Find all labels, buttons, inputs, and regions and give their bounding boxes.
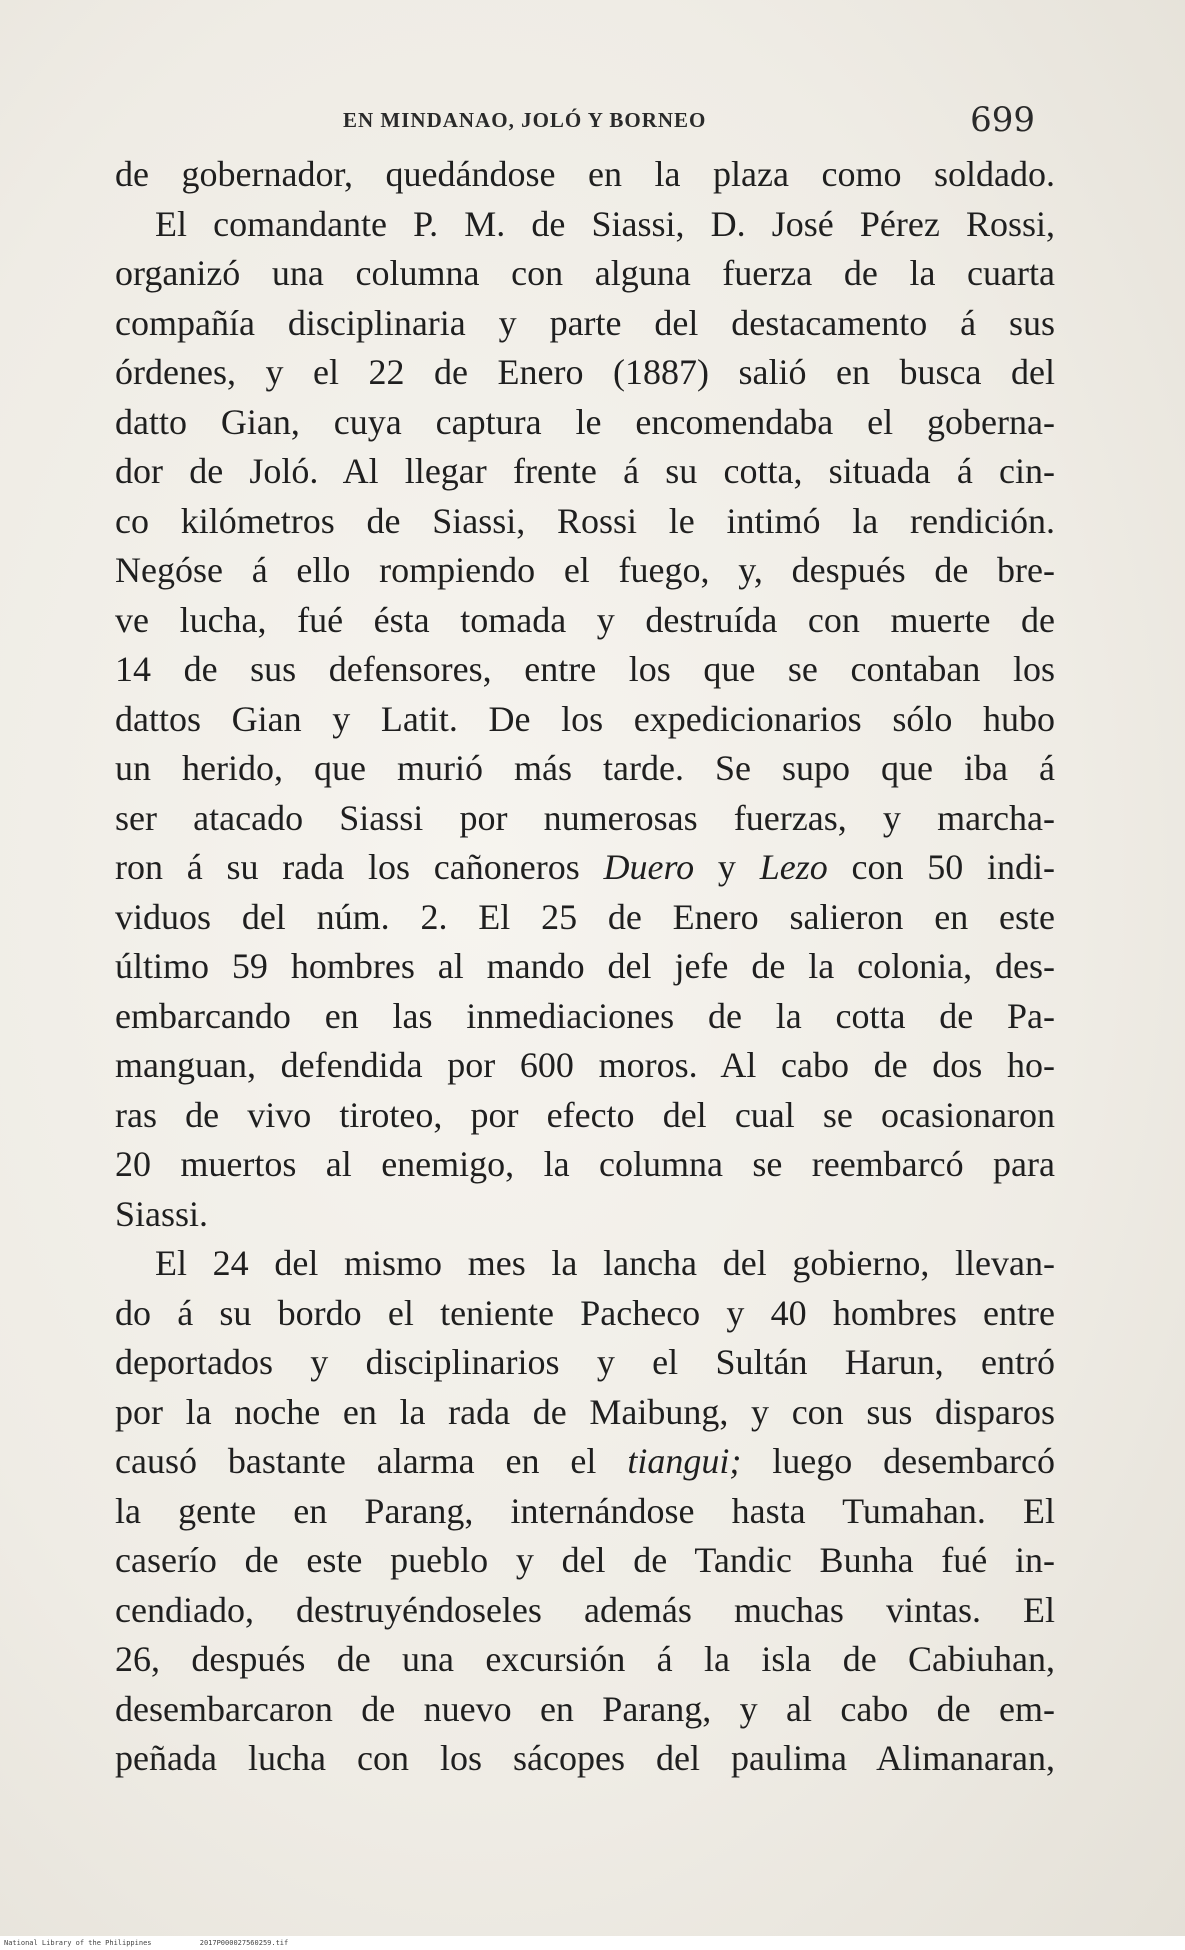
- text-segment: luego desembarcó: [741, 1441, 1055, 1481]
- text-line: peñada lucha con los sácopes del paulima Alimanaran,: [115, 1738, 1055, 1778]
- text-line: desembarcaron de nuevo en Parang, y al cabo de em-: [115, 1688, 1055, 1729]
- text-line: embarcando en las inmediaciones de la cotta de Pa-: [115, 995, 1055, 1036]
- text-line: datto Gian, cuya captura le encomendaba el goberna-: [115, 401, 1055, 442]
- text-line: compañía disciplinaria y parte del destacamento á sus: [115, 302, 1055, 343]
- text-line: dor de Joló. Al llegar frente á su cotta, situada á cin-: [115, 451, 1055, 491]
- ship-name: Lezo: [759, 847, 828, 887]
- text-line: de gobernador, quedándose en la plaza como soldado.: [115, 154, 1055, 194]
- text-segment: con 50 indi-: [827, 847, 1055, 887]
- text-line: Negóse á ello rompiendo el fuego, y, después de bre-: [115, 550, 1055, 590]
- body-text: [115, 150, 1055, 1784]
- text-line-mixed: [115, 843, 1055, 893]
- text-line: manguan, defendida por 600 moros. Al cabo de dos ho-: [115, 1045, 1055, 1085]
- text-line: organizó una columna con alguna fuerza de la cuarta: [115, 253, 1055, 293]
- text-line: caserío de este pueblo y del de Tandic Bunha fué in-: [115, 1540, 1055, 1580]
- text-segment: causó bastante alarma en el: [115, 1441, 597, 1481]
- text-line: la gente en Parang, internándose hasta Tumahan. El: [115, 1490, 1055, 1531]
- text-line: 20 muertos al enemigo, la columna se reembarcó para: [115, 1144, 1055, 1184]
- text-segment: ron á su rada los cañoneros: [115, 847, 580, 887]
- text-line-mixed: [115, 1437, 1055, 1487]
- text-line: viduos del núm. 2. El 25 de Enero salieron en este: [115, 896, 1055, 937]
- text-line: 26, después de una excursión á la isla de Cabiuhan,: [115, 1639, 1055, 1679]
- text-line: ser atacado Siassi por numerosas fuerzas, y marcha-: [115, 797, 1055, 838]
- text-line: dattos Gian y Latit. De los expedicionarios sólo hubo: [115, 698, 1055, 739]
- text-line: El comandante P. M. de Siassi, D. José Pérez Rossi,: [155, 203, 1055, 244]
- italic-term: tiangui;: [627, 1441, 742, 1481]
- ship-name: Duero: [603, 847, 695, 887]
- text-line: órdenes, y el 22 de Enero (1887) salió en busca del: [115, 352, 1055, 392]
- text-line: cendiado, destruyéndoseles además muchas vintas. El: [115, 1589, 1055, 1630]
- library-credit: National Library of the Philippines: [4, 1939, 152, 1947]
- page-header: [115, 100, 1055, 144]
- text-line: co kilómetros de Siassi, Rossi le intimó la rendición.: [115, 500, 1055, 541]
- page-number: 699: [970, 100, 1035, 140]
- text-line: por la noche en la rada de Maibung, y con sus disparos: [115, 1391, 1055, 1432]
- scan-footer: [0, 1936, 1185, 1950]
- text-line: deportados y disciplinarios y el Sultán Harun, entró: [115, 1342, 1055, 1382]
- text-line: último 59 hombres al mando del jefe de la colonia, des-: [115, 946, 1055, 986]
- text-line: ve lucha, fué ésta tomada y destruída con muerte de: [115, 599, 1055, 640]
- text-segment: y: [694, 847, 760, 887]
- file-name: 2017P000027560259.tif: [199, 1939, 289, 1947]
- text-line: do á su bordo el teniente Pacheco y 40 hombres entre: [115, 1292, 1055, 1333]
- text-line: 14 de sus defensores, entre los que se contaban los: [115, 649, 1055, 689]
- text-line: El 24 del mismo mes la lancha del gobierno, llevan-: [155, 1243, 1055, 1283]
- text-line: ras de vivo tiroteo, por efecto del cual se ocasionaron: [115, 1094, 1055, 1135]
- running-title: EN MINDANAO, JOLÓ Y BORNEO: [343, 108, 707, 132]
- text-line: un herido, que murió más tarde. Se supo que iba á: [115, 748, 1055, 788]
- text-line: Siassi.: [115, 1193, 209, 1234]
